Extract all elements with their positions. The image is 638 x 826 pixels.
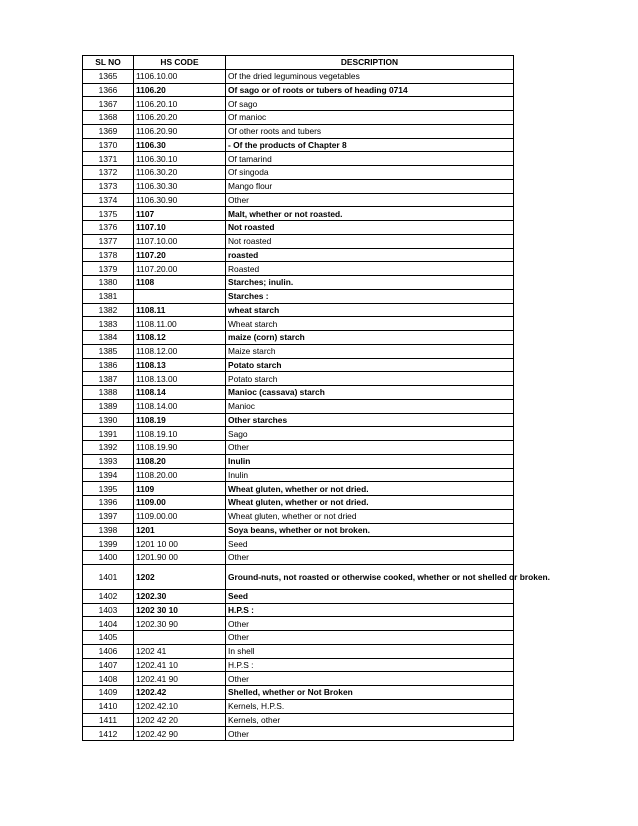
sl-no-cell: 1376 <box>83 221 134 235</box>
table-row <box>83 97 514 111</box>
hs-code-cell: 1202.30 <box>134 589 226 603</box>
hs-code-cell: 1108.20 <box>134 454 226 468</box>
table-row <box>83 551 514 565</box>
hs-code-cell: 1109 <box>134 482 226 496</box>
hs-code-cell: 1106.20.20 <box>134 111 226 125</box>
sl-no-cell: 1380 <box>83 276 134 290</box>
hs-code-cell: 1108.11 <box>134 303 226 317</box>
sl-no-cell: 1377 <box>83 234 134 248</box>
sl-no-cell: 1402 <box>83 589 134 603</box>
description-cell: Other <box>226 727 514 741</box>
table-row <box>83 713 514 727</box>
table-row <box>83 124 514 138</box>
hs-code-cell: 1106.30.20 <box>134 166 226 180</box>
table-header-row <box>83 56 514 70</box>
hs-code-cell: 1106.30.90 <box>134 193 226 207</box>
hs-code-cell: 1202 30 10 <box>134 603 226 617</box>
sl-no-cell: 1369 <box>83 124 134 138</box>
description-cell: Other <box>226 617 514 631</box>
hs-code-cell: 1107.20 <box>134 248 226 262</box>
hs-code-cell: 1108.12 <box>134 331 226 345</box>
hs-code-cell: 1108.14.00 <box>134 399 226 413</box>
table-row <box>83 248 514 262</box>
table-row <box>83 276 514 290</box>
table-row <box>83 372 514 386</box>
sl-no-cell: 1390 <box>83 413 134 427</box>
sl-no-cell: 1388 <box>83 386 134 400</box>
description-cell: Other starches <box>226 413 514 427</box>
description-cell: H.P.S : <box>226 603 514 617</box>
sl-no-cell: 1386 <box>83 358 134 372</box>
hs-code-cell: 1108.12.00 <box>134 344 226 358</box>
sl-no-cell: 1392 <box>83 441 134 455</box>
description-cell: Of the dried leguminous vegetables <box>226 69 514 83</box>
description-cell: Manioc <box>226 399 514 413</box>
table-row <box>83 262 514 276</box>
description-cell: H.P.S : <box>226 658 514 672</box>
table-row <box>83 344 514 358</box>
table-row <box>83 644 514 658</box>
description-cell: Other <box>226 193 514 207</box>
sl-no-cell: 1407 <box>83 658 134 672</box>
description-cell: Ground-nuts, not roasted or otherwise cooked, whether or not shelled or broken. <box>226 564 514 589</box>
table-row <box>83 496 514 510</box>
table-row <box>83 589 514 603</box>
description-cell: - Of the products of Chapter 8 <box>226 138 514 152</box>
hs-code-cell: 1108.20.00 <box>134 468 226 482</box>
sl-no-cell: 1365 <box>83 69 134 83</box>
description-cell: Mango flour <box>226 179 514 193</box>
sl-no-cell: 1389 <box>83 399 134 413</box>
description-cell: Wheat gluten, whether or not dried. <box>226 482 514 496</box>
hs-code-cell: 1107.10 <box>134 221 226 235</box>
sl-no-cell: 1409 <box>83 686 134 700</box>
table-row <box>83 482 514 496</box>
sl-no-cell: 1396 <box>83 496 134 510</box>
table-row <box>83 179 514 193</box>
hs-code-cell: 1202 41 <box>134 644 226 658</box>
description-cell: Malt, whether or not roasted. <box>226 207 514 221</box>
description-cell: Seed <box>226 537 514 551</box>
description-cell: Other <box>226 441 514 455</box>
sl-no-cell: 1367 <box>83 97 134 111</box>
sl-no-cell: 1406 <box>83 644 134 658</box>
hs-code-cell: 1108.14 <box>134 386 226 400</box>
hs-code-cell: 1106.20.90 <box>134 124 226 138</box>
hs-code-cell: 1106.30 <box>134 138 226 152</box>
sl-no-cell: 1404 <box>83 617 134 631</box>
hs-code-cell: 1108.19 <box>134 413 226 427</box>
table-row <box>83 303 514 317</box>
hs-code-cell: 1108.13 <box>134 358 226 372</box>
sl-no-cell: 1410 <box>83 699 134 713</box>
description-header: DESCRIPTION <box>226 56 514 70</box>
hs-code-cell: 1202.41 90 <box>134 672 226 686</box>
table-row <box>83 427 514 441</box>
description-cell: Not roasted <box>226 234 514 248</box>
hs-code-cell: 1108.13.00 <box>134 372 226 386</box>
sl-no-cell: 1403 <box>83 603 134 617</box>
table-row <box>83 331 514 345</box>
hs-code-cell: 1108.19.90 <box>134 441 226 455</box>
table-row <box>83 509 514 523</box>
description-cell: roasted <box>226 248 514 262</box>
sl-no-cell: 1366 <box>83 83 134 97</box>
description-cell: Seed <box>226 589 514 603</box>
description-cell: Manioc (cassava) starch <box>226 386 514 400</box>
sl-no-cell: 1382 <box>83 303 134 317</box>
description-cell: Inulin <box>226 468 514 482</box>
description-cell: Of sago <box>226 97 514 111</box>
hs-code-cell: 1202.30 90 <box>134 617 226 631</box>
hs-code-cell: 1107 <box>134 207 226 221</box>
table-body <box>83 69 551 740</box>
sl-no-cell: 1405 <box>83 631 134 645</box>
description-cell: wheat starch <box>226 303 514 317</box>
hs-code-cell: 1202.42 <box>134 686 226 700</box>
table-row <box>83 83 514 97</box>
sl-no-cell: 1370 <box>83 138 134 152</box>
sl-no-cell: 1384 <box>83 331 134 345</box>
hs-code-cell: 1108.19.10 <box>134 427 226 441</box>
sl-no-cell: 1408 <box>83 672 134 686</box>
description-cell: maize (corn) starch <box>226 331 514 345</box>
hs-code-cell: 1106.30.10 <box>134 152 226 166</box>
sl-no-cell: 1371 <box>83 152 134 166</box>
sl-no-cell: 1372 <box>83 166 134 180</box>
table-row <box>83 686 514 700</box>
description-cell: Of manioc <box>226 111 514 125</box>
hs-code-cell: 1108.11.00 <box>134 317 226 331</box>
hs-code-cell: 1202.42.10 <box>134 699 226 713</box>
description-cell: Potato starch <box>226 372 514 386</box>
sl-no-cell: 1395 <box>83 482 134 496</box>
table-row <box>83 166 514 180</box>
description-cell: Shelled, whether or Not Broken <box>226 686 514 700</box>
description-cell: Maize starch <box>226 344 514 358</box>
hs-code-cell: 1202 42 20 <box>134 713 226 727</box>
table-row <box>83 672 514 686</box>
table-row <box>83 413 514 427</box>
table-row <box>83 454 514 468</box>
table-row <box>83 603 514 617</box>
hs-code-cell: 1107.10.00 <box>134 234 226 248</box>
description-cell: Of other roots and tubers <box>226 124 514 138</box>
sl-no-cell: 1387 <box>83 372 134 386</box>
table-row <box>83 468 514 482</box>
table-row <box>83 399 514 413</box>
hs-code-table <box>82 55 551 741</box>
table-row <box>83 386 514 400</box>
description-cell: Roasted <box>226 262 514 276</box>
sl-no-cell: 1373 <box>83 179 134 193</box>
table-row <box>83 358 514 372</box>
table-row <box>83 111 514 125</box>
sl-no-cell: 1400 <box>83 551 134 565</box>
sl-no-cell: 1385 <box>83 344 134 358</box>
description-cell: Other <box>226 672 514 686</box>
table-row <box>83 138 514 152</box>
description-cell: Wheat gluten, whether or not dried <box>226 509 514 523</box>
hs-code-header: HS CODE <box>134 56 226 70</box>
hs-code-cell: 1201.90 00 <box>134 551 226 565</box>
description-cell: Starches; inulin. <box>226 276 514 290</box>
description-cell: Kernels, other <box>226 713 514 727</box>
hs-code-cell: 1109.00.00 <box>134 509 226 523</box>
sl-no-cell: 1397 <box>83 509 134 523</box>
sl-no-cell: 1401 <box>83 564 134 589</box>
sl-no-cell: 1378 <box>83 248 134 262</box>
sl-no-header: SL NO <box>83 56 134 70</box>
hs-code-cell: 1109.00 <box>134 496 226 510</box>
table-row <box>83 727 514 741</box>
sl-no-cell: 1381 <box>83 289 134 303</box>
description-cell: Not roasted <box>226 221 514 235</box>
hs-code-cell: 1106.20.10 <box>134 97 226 111</box>
description-cell: Other <box>226 551 514 565</box>
sl-no-cell: 1368 <box>83 111 134 125</box>
description-cell: Wheat gluten, whether or not dried. <box>226 496 514 510</box>
table-row <box>83 537 514 551</box>
sl-no-cell: 1394 <box>83 468 134 482</box>
description-cell: Inulin <box>226 454 514 468</box>
table-row <box>83 317 514 331</box>
table-row <box>83 221 514 235</box>
hs-code-cell: 1108 <box>134 276 226 290</box>
description-cell: Soya beans, whether or not broken. <box>226 523 514 537</box>
sl-no-cell: 1398 <box>83 523 134 537</box>
table-row <box>83 631 514 645</box>
description-cell: Kernels, H.P.S. <box>226 699 514 713</box>
hs-code-cell: 1202.42 90 <box>134 727 226 741</box>
description-cell: Potato starch <box>226 358 514 372</box>
table-row <box>83 658 514 672</box>
hs-code-cell: 1201 10 00 <box>134 537 226 551</box>
description-cell: Of tamarind <box>226 152 514 166</box>
sl-no-cell: 1375 <box>83 207 134 221</box>
hs-code-cell: 1202 <box>134 564 226 589</box>
hs-code-cell <box>134 289 226 303</box>
sl-no-cell: 1374 <box>83 193 134 207</box>
table-row <box>83 152 514 166</box>
table-row <box>83 193 514 207</box>
table-row <box>83 564 514 589</box>
description-cell: Other <box>226 631 514 645</box>
table-row <box>83 69 514 83</box>
hs-code-cell: 1202.41 10 <box>134 658 226 672</box>
table-row <box>83 617 514 631</box>
sl-no-cell: 1379 <box>83 262 134 276</box>
table-row <box>83 289 514 303</box>
hs-code-cell: 1106.10.00 <box>134 69 226 83</box>
sl-no-cell: 1383 <box>83 317 134 331</box>
description-cell: Starches : <box>226 289 514 303</box>
sl-no-cell: 1393 <box>83 454 134 468</box>
description-cell: Of sago or of roots or tubers of heading 0714 <box>226 83 514 97</box>
table-row <box>83 441 514 455</box>
description-cell: Sago <box>226 427 514 441</box>
hs-code-cell: 1106.30.30 <box>134 179 226 193</box>
hs-code-cell <box>134 631 226 645</box>
sl-no-cell: 1391 <box>83 427 134 441</box>
table-row <box>83 699 514 713</box>
hs-code-cell: 1107.20.00 <box>134 262 226 276</box>
hs-code-cell: 1201 <box>134 523 226 537</box>
sl-no-cell: 1399 <box>83 537 134 551</box>
table-row <box>83 523 514 537</box>
hs-code-cell: 1106.20 <box>134 83 226 97</box>
table-row <box>83 234 514 248</box>
description-cell: In shell <box>226 644 514 658</box>
table-row <box>83 207 514 221</box>
description-cell: Wheat starch <box>226 317 514 331</box>
sl-no-cell: 1412 <box>83 727 134 741</box>
description-cell: Of singoda <box>226 166 514 180</box>
sl-no-cell: 1411 <box>83 713 134 727</box>
